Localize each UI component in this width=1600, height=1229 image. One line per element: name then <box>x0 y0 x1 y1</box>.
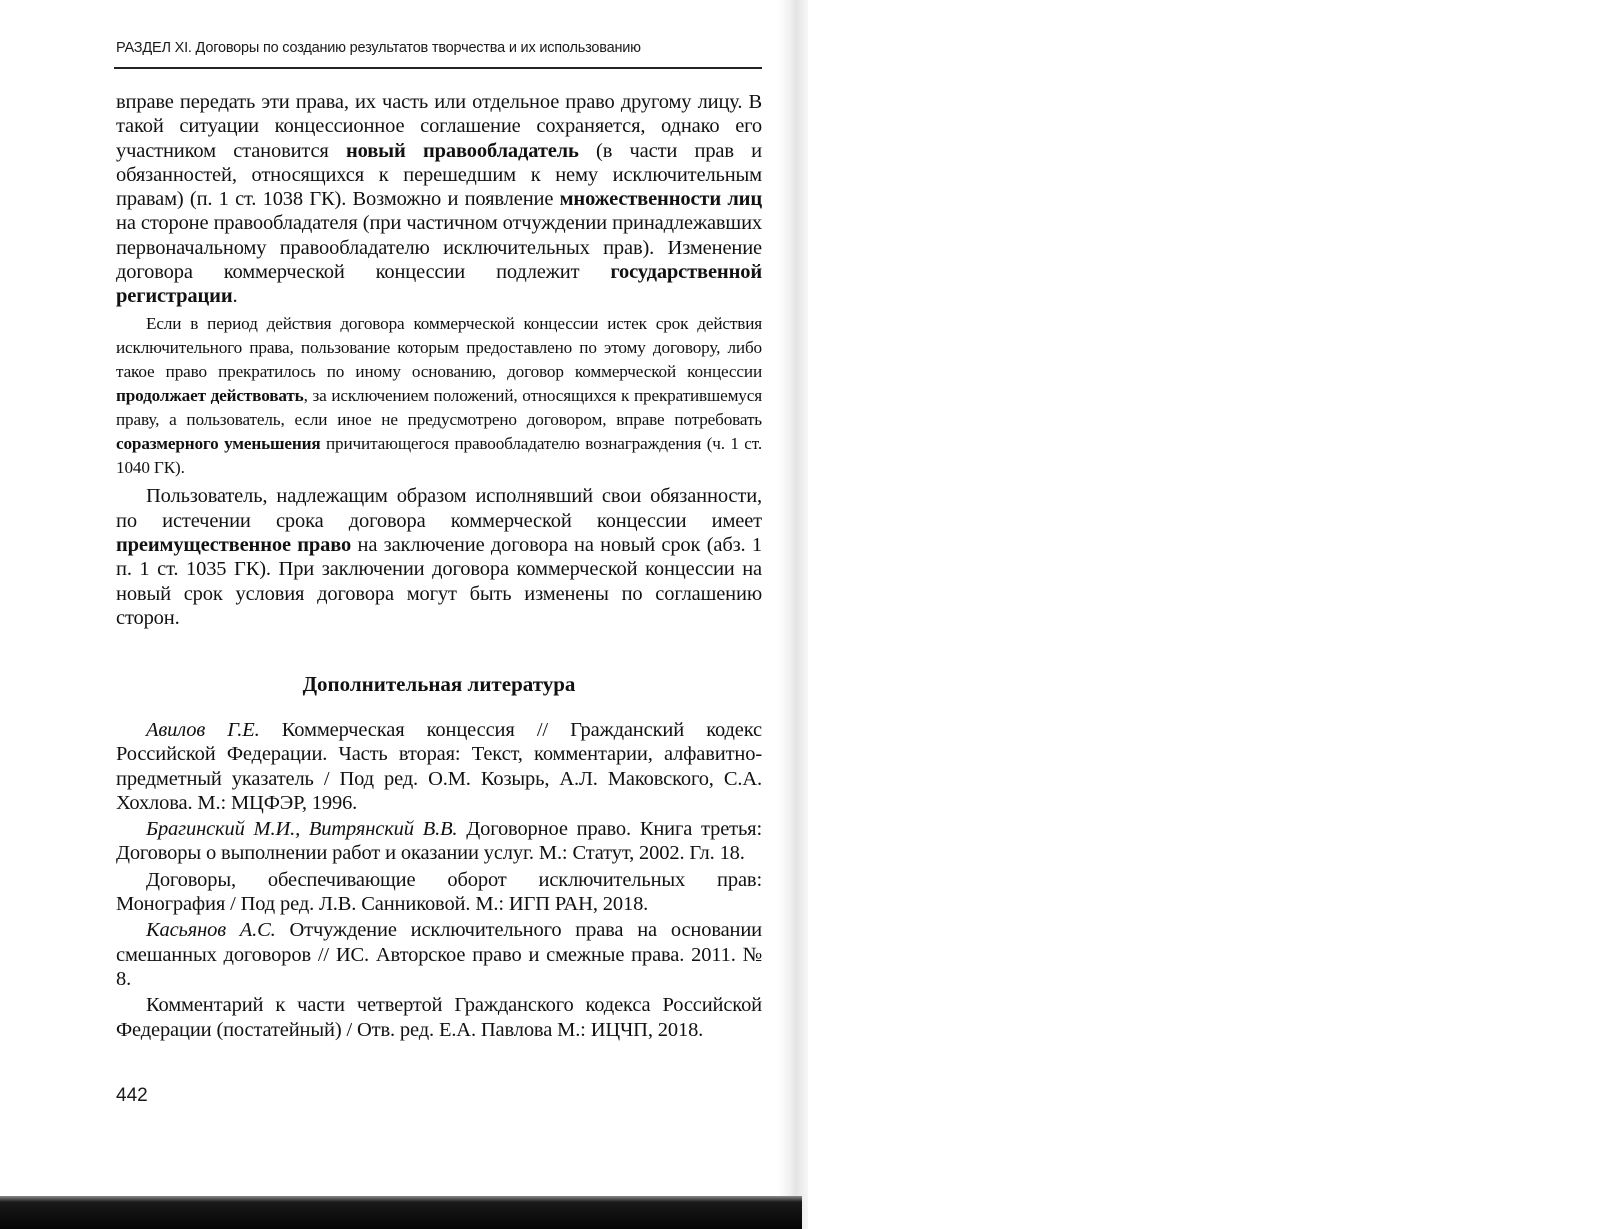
entry-text: Отчуждение исключительного права на основании смешанных договоров // ИС. Авторское право и смежные права. 2011. № 8. <box>116 919 762 990</box>
text-run: . <box>232 285 238 308</box>
body-text <box>116 90 762 630</box>
literature-entry <box>116 718 762 815</box>
text-run: Пользователь, надлежащим образом исполнявший свои обязанности, по истечении срока договора коммерческой концессии имеет <box>116 485 762 532</box>
text-run: , за исключением положений, относящихся к прекратившемуся праву, а пользователь, если иное не предусмотрено договором, вправе потребовать <box>116 385 762 430</box>
paragraph-small-print <box>116 312 762 481</box>
running-header: РАЗДЕЛ XI. Договоры по созданию результатов творчества и их использованию <box>116 40 641 56</box>
entry-text: Комментарий к части четвертой Гражданского кодекса Российской Федерации (постатейный) / Отв. ред. Е.А. Павлова М.: ИЦЧП, 2018. <box>116 994 762 1041</box>
text-run: вправе передать эти права, их часть или отдельное право другому лицу. В такой ситуации концессионное соглашение сохраняется, однако его участником становится <box>116 91 762 162</box>
literature-entry <box>116 918 762 991</box>
entry-author: Брагинский М.И., Витрянский В.В. <box>146 818 458 841</box>
bold-term: новый правообладатель <box>346 139 579 162</box>
literature-entry <box>116 993 762 1042</box>
text-run: на стороне правообладателя (при частичном отчуждении принадлежавших первоначальному правообладателю исключительных прав). Изменение договора коммерческой концессии подлежит <box>116 212 762 284</box>
bold-term: множественности лиц <box>559 188 762 211</box>
bold-term: преимущественное право <box>116 533 352 556</box>
scan-bottom-edge <box>0 1196 802 1229</box>
paragraph-continuation <box>116 90 762 309</box>
scan-gutter-shadow <box>778 0 808 1229</box>
literature-list <box>116 718 762 1044</box>
entry-author: Авилов Г.Е. <box>146 719 260 741</box>
entry-text: Договорное право. Книга третья: Договоры о выполнении работ и оказании услуг. М.: Статут, 2002. Гл. 18. <box>116 818 762 865</box>
literature-heading: Дополнительная литература <box>302 672 576 696</box>
text-run: причитающегося правообладателю вознаграждения (ч. 1 ст. 1040 ГК). <box>116 434 763 478</box>
text-run: Если в период действия договора коммерческой концессии истек срок действия исключительного права, пользование которым предоставлено по этому договору, либо такое право прекратилось по иному основанию, договор коммерческой концессии <box>116 313 762 381</box>
literature-entry <box>116 817 762 866</box>
paragraph <box>116 484 762 630</box>
text-run: на заключение договора на новый срок (абз. 1 п. 1 ст. 1035 ГК). При заключении договора коммерческой концессии на новый срок условия договора могут быть изменены по соглашению сторон. <box>116 533 762 629</box>
page-number: 442 <box>116 1085 148 1106</box>
literature-entry <box>116 868 762 917</box>
bold-term: государственной регистрации <box>116 261 762 308</box>
entry-text: Договоры, обеспечивающие оборот исключительных прав: Монография / Под ред. Л.В. Санниковой. М.: ИГП РАН, 2018. <box>116 868 762 916</box>
header-rule <box>114 67 762 69</box>
entry-text: Коммерческая концессия // Гражданский кодекс Российской Федерации. Часть вторая: Текст, комментарии, алфавитно-предметный указатель / Под ред. О.М. Козырь, А.Л. Маковского, С.А. Хохлова. М.: МЦФЭР, 1996. <box>116 719 762 814</box>
bold-term: соразмерного уменьшения <box>116 434 321 454</box>
bold-term: продолжает действовать <box>116 385 304 405</box>
text-run: (в части прав и обязанностей, относящихся к перешедшим к нему исключительным правам) (п. 1 ст. 1038 ГК). Возможно и появление <box>116 139 763 211</box>
entry-author: Касьянов А.С. <box>146 919 276 942</box>
